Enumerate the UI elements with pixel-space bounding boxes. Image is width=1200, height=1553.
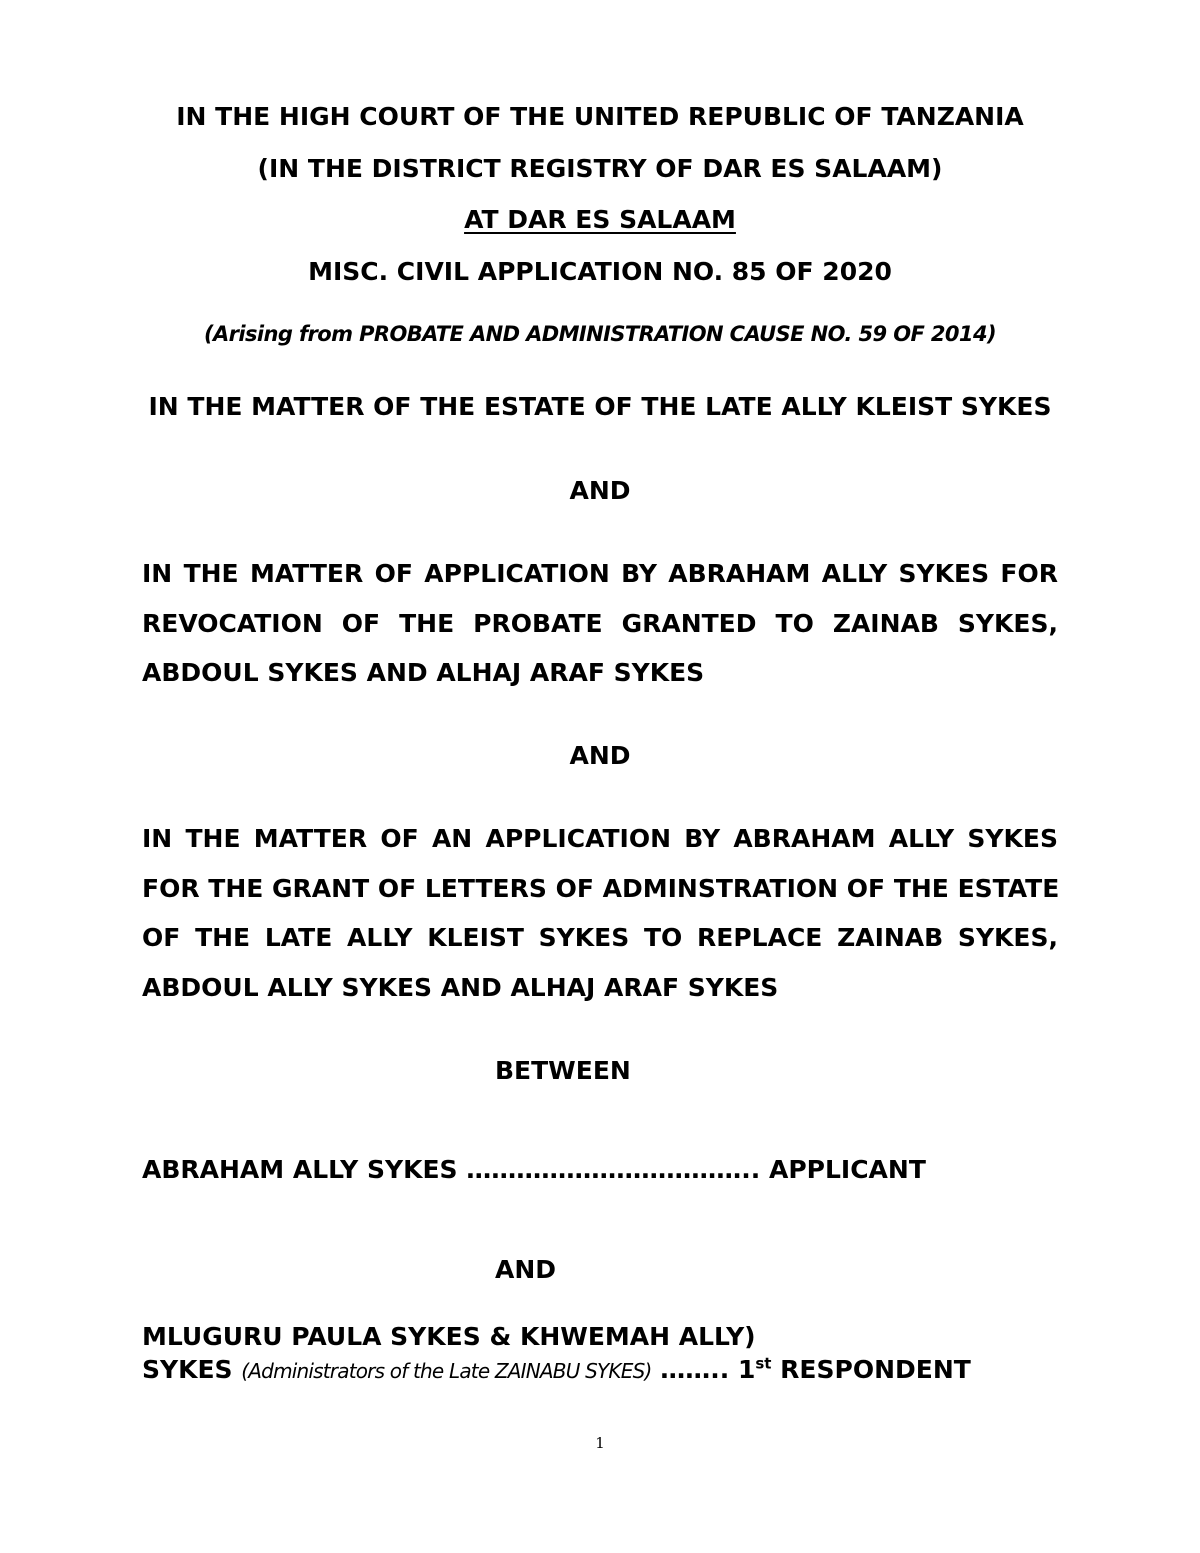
and-separator-2: AND: [569, 741, 631, 770]
revocation-line-2: REVOCATION OF THE PROBATE GRANTED TO ZAINAB SYKES,: [142, 609, 1058, 638]
and-separator-3: AND: [495, 1255, 557, 1284]
page-number: 1: [595, 1434, 605, 1452]
respondent-ordinal-suffix: st: [755, 1354, 772, 1373]
respondent-dots: ……..: [660, 1355, 730, 1384]
respondent-names-line: MLUGURU PAULA SYKES & KHWEMAH ALLY): [142, 1322, 756, 1351]
grant-line-2: FOR THE GRANT OF LETTERS OF ADMINSTRATION OF THE ESTATE: [142, 874, 1060, 903]
respondent-sykes: SYKES: [142, 1355, 233, 1384]
grant-line-4: ABDOUL ALLY SYKES AND ALHAJ ARAF SYKES: [142, 973, 779, 1002]
applicant-role: APPLICANT: [768, 1155, 926, 1184]
location-wrapper: [0, 204, 1200, 236]
applicant-line: [142, 1154, 926, 1186]
estate-matter: IN THE MATTER OF THE ESTATE OF THE LATE ALLY KLEIST SYKES: [148, 392, 1052, 421]
respondent-ordinal: [738, 1355, 772, 1384]
respondent-line-2: [142, 1354, 971, 1387]
respondent-role: RESPONDENT: [780, 1355, 971, 1384]
revocation-line-1: IN THE MATTER OF APPLICATION BY ABRAHAM ALLY SYKES FOR: [142, 559, 1058, 588]
between-heading: BETWEEN: [495, 1056, 631, 1085]
and-separator-1: AND: [569, 476, 631, 505]
registry-title: (IN THE DISTRICT REGISTRY OF DAR ES SALAAM): [257, 154, 943, 183]
applicant-name: ABRAHAM ALLY SYKES: [142, 1155, 458, 1184]
respondent-ordinal-number: 1: [737, 1355, 756, 1384]
arising-from-note: (Arising from PROBATE AND ADMINISTRATION CAUSE NO. 59 OF 2014): [204, 322, 996, 346]
case-number: MISC. CIVIL APPLICATION NO. 85 OF 2020: [308, 257, 892, 286]
applicant-dots: ……………………………..: [466, 1155, 761, 1184]
grant-line-3: OF THE LATE ALLY KLEIST SYKES TO REPLACE ZAINAB SYKES,: [142, 923, 1058, 952]
respondent-administrators-note: (Administrators of the Late ZAINABU SYKES): [241, 1359, 652, 1383]
revocation-line-3: ABDOUL SYKES AND ALHAJ ARAF SYKES: [142, 658, 705, 687]
grant-line-1: IN THE MATTER OF AN APPLICATION BY ABRAHAM ALLY SYKES: [142, 824, 1058, 853]
location-title: AT DAR ES SALAAM: [464, 205, 736, 234]
court-title: IN THE HIGH COURT OF THE UNITED REPUBLIC OF TANZANIA: [176, 102, 1024, 131]
